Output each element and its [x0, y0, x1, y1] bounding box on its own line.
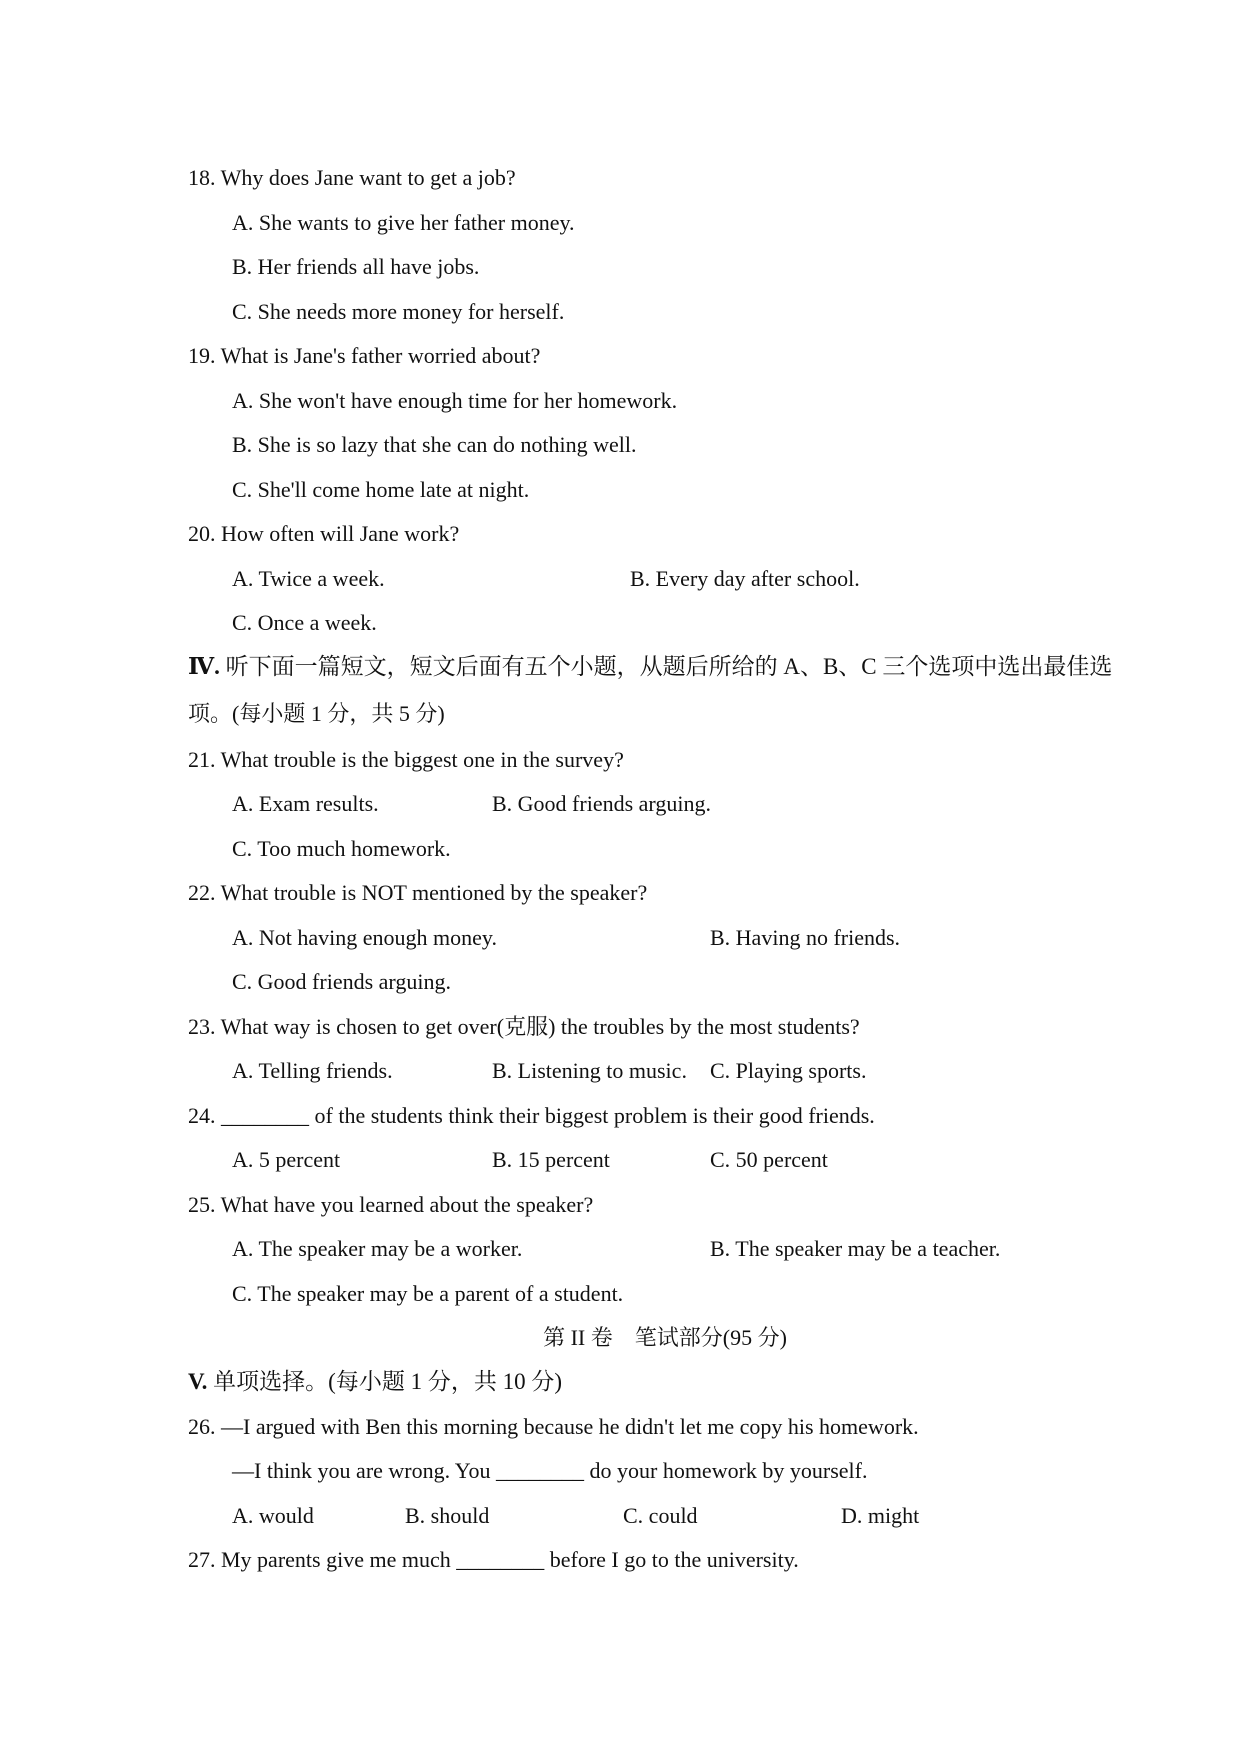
option-26d: D. might: [841, 1503, 920, 1528]
option-24b: B. 15 percent: [492, 1147, 610, 1172]
option-19c: C. She'll come home late at night.: [232, 477, 530, 502]
option-25b: B. The speaker may be a teacher.: [710, 1236, 1001, 1261]
option-18b: B. Her friends all have jobs.: [232, 254, 480, 279]
question-25: 25. What have you learned about the speaker?: [188, 1192, 594, 1217]
option-21b: B. Good friends arguing.: [492, 791, 711, 816]
option-19a: A. She won't have enough time for her homework.: [232, 388, 678, 413]
option-26a: A. would: [232, 1503, 314, 1528]
option-24a: A. 5 percent: [232, 1147, 341, 1172]
option-18c: C. She needs more money for herself.: [232, 299, 565, 324]
option-24c: C. 50 percent: [710, 1147, 828, 1172]
question-20: 20. How often will Jane work?: [188, 521, 460, 546]
option-19b: B. She is so lazy that she can do nothing well.: [232, 432, 637, 457]
option-26c: C. could: [623, 1503, 698, 1528]
question-22: 22. What trouble is NOT mentioned by the speaker?: [188, 880, 648, 905]
option-22c: C. Good friends arguing.: [232, 969, 451, 994]
option-18a: A. She wants to give her father money.: [232, 210, 575, 235]
section-4-instructions: 听下面一篇短文，短文后面有五个小题，从题后所给的 A、B、C 三个选项中选出最佳选: [225, 654, 1113, 679]
question-24: 24. ________ of the students think their biggest problem is their good friends.: [188, 1103, 875, 1128]
part-2-title: 第 II 卷 笔试部分(95 分): [543, 1325, 787, 1350]
question-26-reply: —I think you are wrong. You ________ do your homework by yourself.: [232, 1458, 868, 1483]
question-23: 23. What way is chosen to get over(克服) the troubles by the most students?: [188, 1014, 860, 1039]
section-5-instructions: 单项选择。(每小题 1 分，共 10 分): [213, 1369, 562, 1394]
section-4-instructions-cont: 项。(每小题 1 分，共 5 分): [188, 701, 445, 726]
question-19: 19. What is Jane's father worried about?: [188, 343, 541, 368]
question-21: 21. What trouble is the biggest one in the survey?: [188, 747, 624, 772]
section-5-heading: [188, 1369, 562, 1395]
section-4-number: Ⅳ.: [188, 654, 220, 679]
option-20a: A. Twice a week.: [232, 566, 385, 591]
option-26b: B. should: [405, 1503, 490, 1528]
question-18: 18. Why does Jane want to get a job?: [188, 165, 516, 190]
option-25a: A. The speaker may be a worker.: [232, 1236, 523, 1261]
option-23b: B. Listening to music.: [492, 1058, 687, 1083]
option-22a: A. Not having enough money.: [232, 925, 497, 950]
option-22b: B. Having no friends.: [710, 925, 901, 950]
option-21a: A. Exam results.: [232, 791, 379, 816]
section-4-heading: [188, 654, 1112, 680]
option-21c: C. Too much homework.: [232, 836, 451, 861]
question-27: 27. My parents give me much ________ before I go to the university.: [188, 1547, 799, 1572]
option-20b: B. Every day after school.: [630, 566, 860, 591]
question-26: 26. —I argued with Ben this morning because he didn't let me copy his homework.: [188, 1414, 919, 1439]
option-23a: A. Telling friends.: [232, 1058, 393, 1083]
option-25c: C. The speaker may be a parent of a student.: [232, 1281, 624, 1306]
option-23c: C. Playing sports.: [710, 1058, 867, 1083]
option-20c: C. Once a week.: [232, 610, 377, 635]
section-5-number: V.: [188, 1369, 208, 1394]
